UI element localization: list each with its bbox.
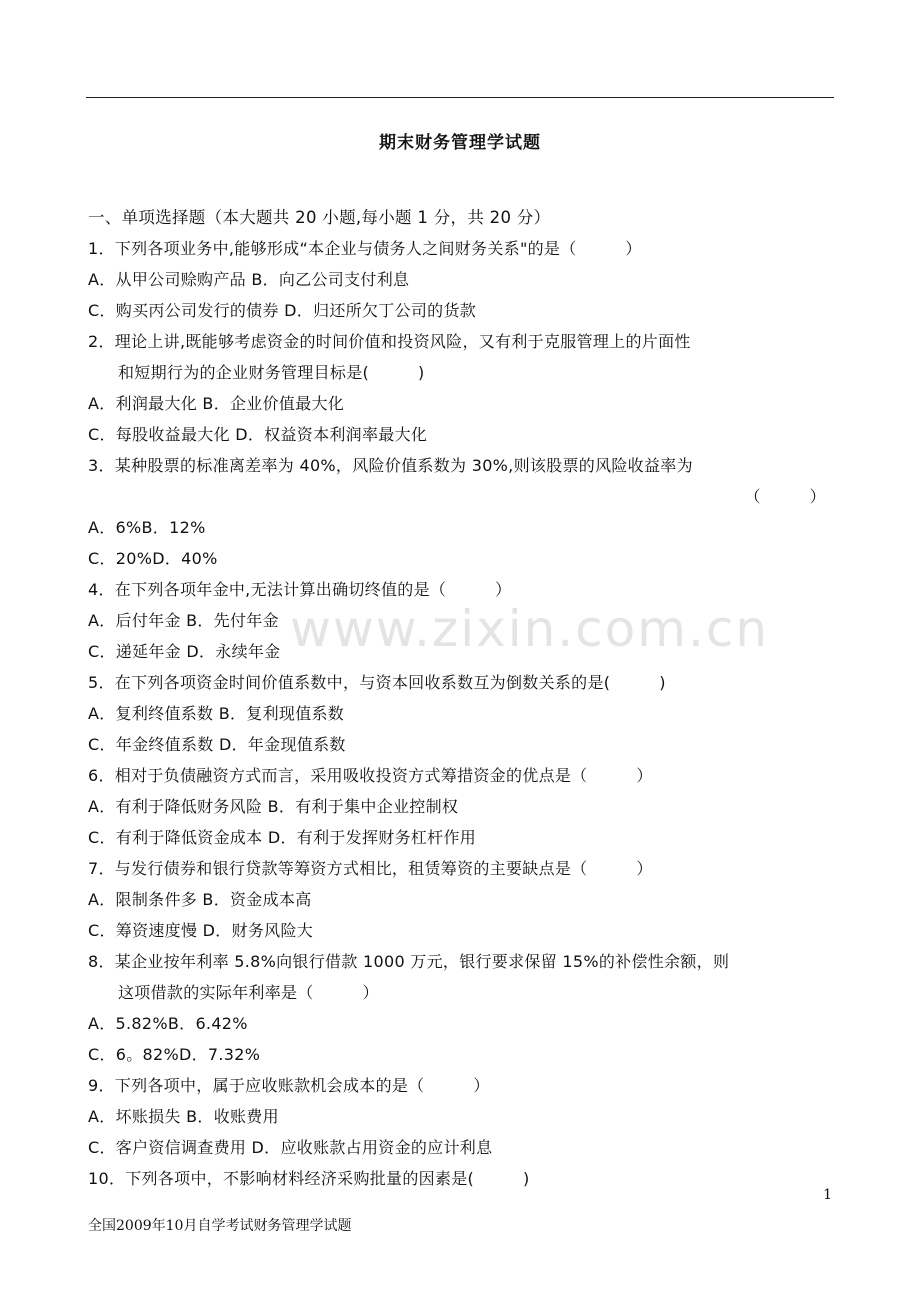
exam-line: A．利润最大化 B．企业价值最大化 bbox=[88, 394, 345, 413]
exam-line: A．复利终值系数 B．复利现值系数 bbox=[88, 704, 345, 723]
exam-line: 10．下列各项中，不影响材料经济采购批量的因素是( ) bbox=[88, 1169, 530, 1188]
watermark: www.zixin.com.cn bbox=[290, 600, 770, 658]
exam-line: 9．下列各项中，属于应收账款机会成本的是（ ） bbox=[88, 1076, 490, 1095]
exam-line: C．购买丙公司发行的债券 D．归还所欠丁公司的货款 bbox=[88, 301, 477, 320]
exam-line: A．后付年金 B．先付年金 bbox=[88, 611, 279, 630]
exam-line: C．6。82%D．7.32% bbox=[88, 1045, 261, 1064]
exam-line: C．每股收益最大化 D．权益资本利润率最大化 bbox=[88, 425, 428, 444]
exam-line: 6．相对于负债融资方式而言，采用吸收投资方式筹措资金的优点是（ ） bbox=[88, 766, 653, 785]
exam-line: 和短期行为的企业财务管理目标是( ) bbox=[118, 363, 425, 382]
section-heading: 一、单项选择题（本大题共 20 小题,每小题 1 分，共 20 分） bbox=[88, 208, 551, 227]
exam-line: A．从甲公司赊购产品 B．向乙公司支付利息 bbox=[88, 270, 410, 289]
exam-line: A．限制条件多 B．资金成本高 bbox=[88, 890, 312, 909]
exam-line: 3．某种股票的标准离差率为 40%，风险价值系数为 30%,则该股票的风险收益率为 bbox=[88, 456, 693, 475]
exam-line: 7．与发行债券和银行贷款等筹资方式相比，租赁筹资的主要缺点是（ ） bbox=[88, 859, 653, 878]
exam-line: 8．某企业按年利率 5.8%向银行借款 1000 万元，银行要求保留 15%的补偿性余额，则 bbox=[88, 952, 730, 971]
page-footer: 全国2009年10月自学考试财务管理学试题 bbox=[88, 1218, 352, 1234]
exam-line: 5．在下列各项资金时间价值系数中，与资本回收系数互为倒数关系的是( ) bbox=[88, 673, 666, 692]
exam-line: A．有利于降低财务风险 B．有利于集中企业控制权 bbox=[88, 797, 459, 816]
exam-line: C．年金终值系数 D．年金现值系数 bbox=[88, 735, 346, 754]
exam-line: C．筹资速度慢 D．财务风险大 bbox=[88, 921, 314, 940]
exam-line: （ ） bbox=[744, 487, 826, 506]
exam-body bbox=[88, 202, 828, 1194]
exam-line: C．递延年金 D．永续年金 bbox=[88, 642, 281, 661]
exam-line: 这项借款的实际年利率是（ ） bbox=[118, 983, 379, 1002]
exam-line: A．坏账损失 B．收账费用 bbox=[88, 1107, 279, 1126]
exam-line: A．6%B．12% bbox=[88, 518, 206, 537]
page-number: 1 bbox=[823, 1187, 832, 1203]
exam-line: 4．在下列各项年金中,无法计算出确切终值的是（ ） bbox=[88, 580, 512, 599]
exam-line: C．客户资信调查费用 D．应收账款占用资金的应计利息 bbox=[88, 1138, 493, 1157]
exam-line: C．20%D．40% bbox=[88, 549, 218, 568]
document-title: 期末财务管理学试题 bbox=[379, 133, 541, 153]
header-rule bbox=[86, 97, 834, 98]
exam-line: 1．下列各项业务中,能够形成“本企业与债务人之间财务关系"的是（ ） bbox=[88, 239, 642, 258]
exam-line: A．5.82%B．6.42% bbox=[88, 1014, 248, 1033]
exam-line: 2．理论上讲,既能够考虑资金的时间价值和投资风险，又有利于克服管理上的片面性 bbox=[88, 332, 691, 351]
exam-line: C．有利于降低资金成本 D．有利于发挥财务杠杆作用 bbox=[88, 828, 477, 847]
